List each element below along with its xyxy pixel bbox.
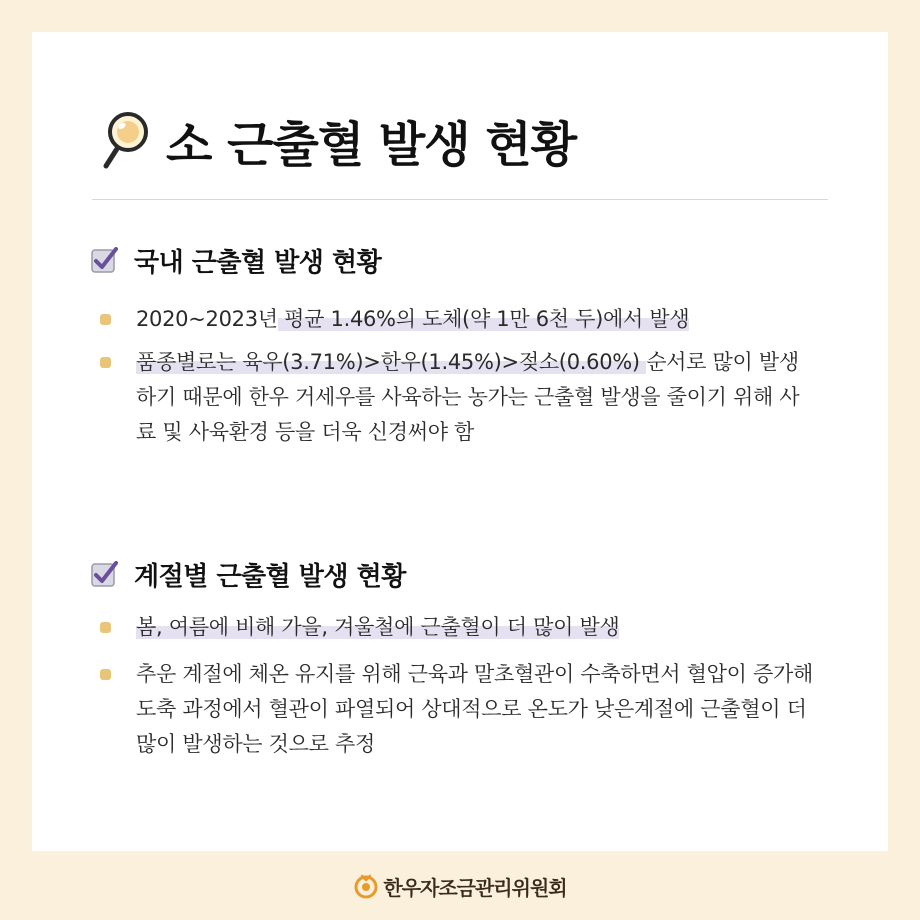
title-divider	[92, 199, 828, 200]
section-title: 국내 근출혈 발생 현황	[134, 247, 382, 278]
page-title: 소 근출혈 발생 현황	[166, 116, 577, 173]
bullet-text: 추운 계절에 체온 유지를 위해 근육과 말초혈관이 수축하면서 혈압이 증가해 도축 과정에서 혈관이 파열되어 상대적으로 온도가 낮은계절에 근출혈이 더 많이 발생하는 것으로 추정	[136, 662, 813, 756]
section-domestic	[90, 240, 816, 450]
list-item	[90, 345, 816, 450]
section-title: 계절별 근출혈 발생 현황	[134, 561, 406, 592]
list-item	[90, 302, 816, 337]
square-bullet	[100, 357, 111, 368]
square-bullet	[100, 314, 111, 325]
checkbox-check-icon	[90, 246, 118, 274]
highlighted-text: 품종별로는 육우(3.71%)>한우(1.45%)>젖소(0.60%)	[136, 350, 647, 374]
footer	[0, 868, 920, 904]
hanwoo-logo-icon	[353, 873, 379, 899]
footer-org-name: 한우자조금관리위원회	[383, 875, 567, 900]
square-bullet	[100, 622, 111, 633]
square-bullet	[100, 669, 111, 680]
highlighted-text: 평균 1.46%의 도체(약 1만 6천 두)에서 발생	[277, 307, 690, 331]
highlighted-text: 봄, 여름에 비해 가을, 겨울철에 근출혈이 더 많이 발생	[136, 615, 620, 639]
bullet-list	[90, 302, 816, 450]
checkbox-check-icon	[90, 560, 118, 588]
bullet-text: 2020~2023년	[136, 307, 278, 331]
list-item	[90, 657, 816, 762]
section-seasonal	[90, 554, 816, 762]
section-header	[90, 554, 816, 594]
section-header	[90, 240, 816, 280]
list-item	[90, 610, 816, 645]
bullet-list	[90, 610, 816, 762]
title-row	[100, 104, 576, 176]
magnifier-icon	[100, 110, 150, 170]
bullet-text: 순서로 많이 발생하기 때문에 한우 거세우를 사육하는 농가는 근출혈 발생을 줄이기 위해 사료 및 사육환경 등을 더욱 신경써야 함	[136, 350, 800, 444]
content-card	[32, 32, 888, 851]
